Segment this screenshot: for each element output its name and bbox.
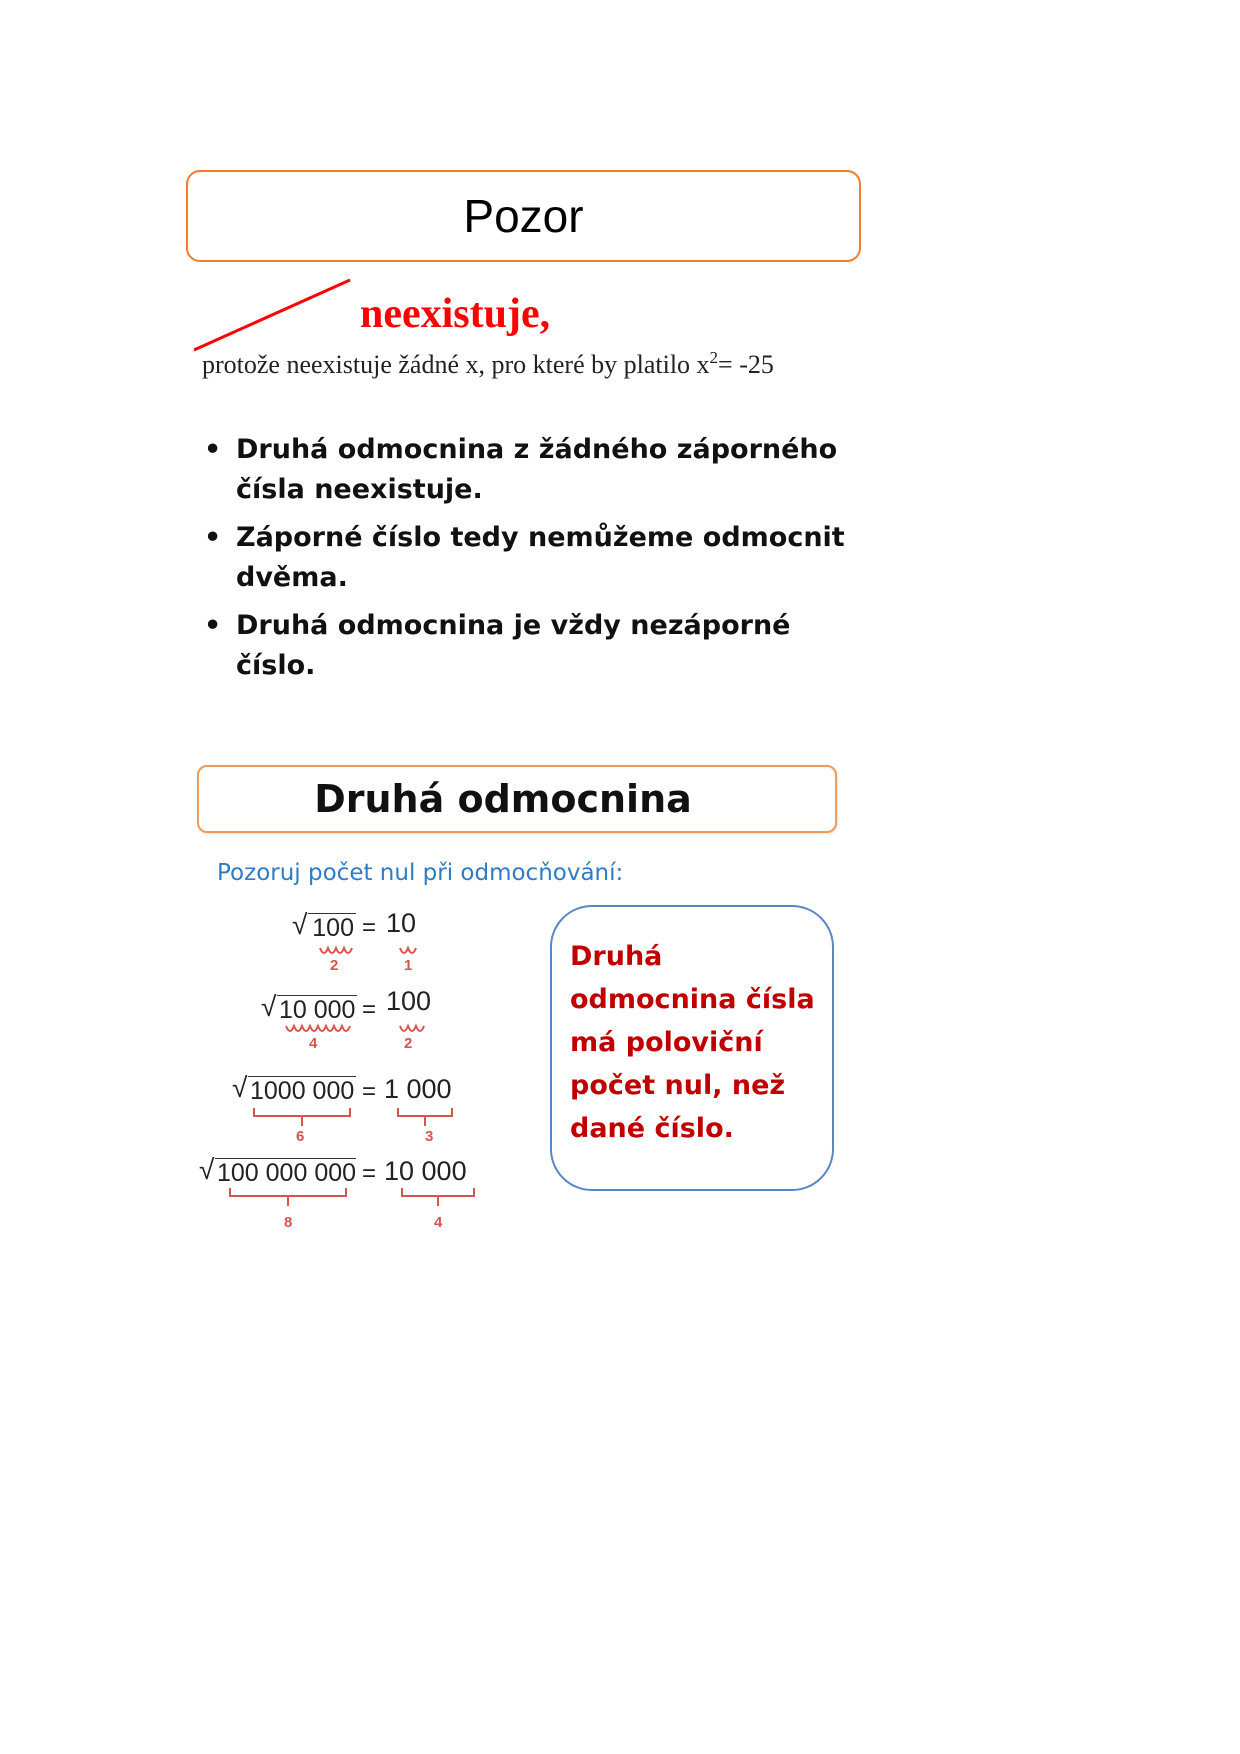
rule-item: • Druhá odmocnina je vždy nezáporné číslo. bbox=[204, 606, 864, 686]
reason-exponent: 2 bbox=[709, 348, 719, 367]
sqrt-icon: √ bbox=[199, 1154, 215, 1185]
neexistuje-label: neexistuje, bbox=[360, 291, 551, 337]
radicand-zero-count: 8 bbox=[284, 1214, 293, 1231]
result-zero-count: 4 bbox=[434, 1214, 443, 1231]
result-zero-count: 1 bbox=[404, 957, 413, 974]
instruction-text: Pozoruj počet nul při odmocňování: bbox=[217, 860, 624, 886]
reason-text bbox=[202, 350, 774, 380]
section-title-box bbox=[197, 765, 837, 833]
radicand: 10 000 bbox=[279, 996, 356, 1024]
zero-brace-icon bbox=[284, 1024, 354, 1038]
result: 10 000 bbox=[384, 1156, 467, 1186]
zero-brace-icon bbox=[400, 1186, 476, 1210]
result-zero-count: 3 bbox=[425, 1128, 434, 1145]
sqrt-icon: √ bbox=[232, 1072, 248, 1103]
result-zero-count: 2 bbox=[404, 1035, 413, 1052]
radicand-zero-count: 4 bbox=[309, 1035, 318, 1052]
rule-item: • Záporné číslo tedy nemůžeme odmocnit dvěma. bbox=[204, 518, 864, 598]
reason-suffix: = -25 bbox=[718, 350, 774, 379]
rule-item: • Druhá odmocnina z žádného záporného čísla neexistuje. bbox=[204, 430, 864, 510]
radicand: 100 000 000 bbox=[217, 1159, 357, 1187]
radicand: 100 bbox=[308, 913, 356, 942]
equals-sign: = bbox=[362, 1078, 377, 1105]
reason-prefix: protože neexistuje žádné x, pro které by platilo x bbox=[202, 350, 710, 379]
radicand-zero-count: 2 bbox=[330, 957, 339, 974]
radicand-zero-count: 6 bbox=[296, 1128, 305, 1145]
result: 100 bbox=[386, 986, 432, 1016]
info-text: Druhá odmocnina čísla má poloviční počet nul, než dané číslo. bbox=[570, 941, 815, 1144]
equals-sign: = bbox=[362, 1160, 377, 1187]
radicand: 1000 000 bbox=[250, 1077, 355, 1105]
sqrt-icon: √ bbox=[261, 991, 277, 1022]
equals-sign: = bbox=[362, 996, 377, 1023]
pozor-title: Pozor bbox=[463, 190, 584, 242]
result: 1 000 bbox=[384, 1074, 452, 1104]
zero-brace-icon bbox=[228, 1186, 348, 1210]
red-strike-line bbox=[190, 276, 360, 356]
equals-sign: = bbox=[362, 914, 377, 941]
rules-list bbox=[204, 430, 864, 694]
info-box bbox=[550, 905, 834, 1191]
pozor-box bbox=[186, 170, 861, 262]
zero-brace-icon bbox=[396, 1106, 454, 1130]
sqrt-icon: √ bbox=[292, 909, 308, 940]
result: 10 bbox=[386, 908, 417, 938]
zero-brace-icon bbox=[252, 1106, 352, 1130]
section-title: Druhá odmocnina bbox=[314, 777, 692, 821]
